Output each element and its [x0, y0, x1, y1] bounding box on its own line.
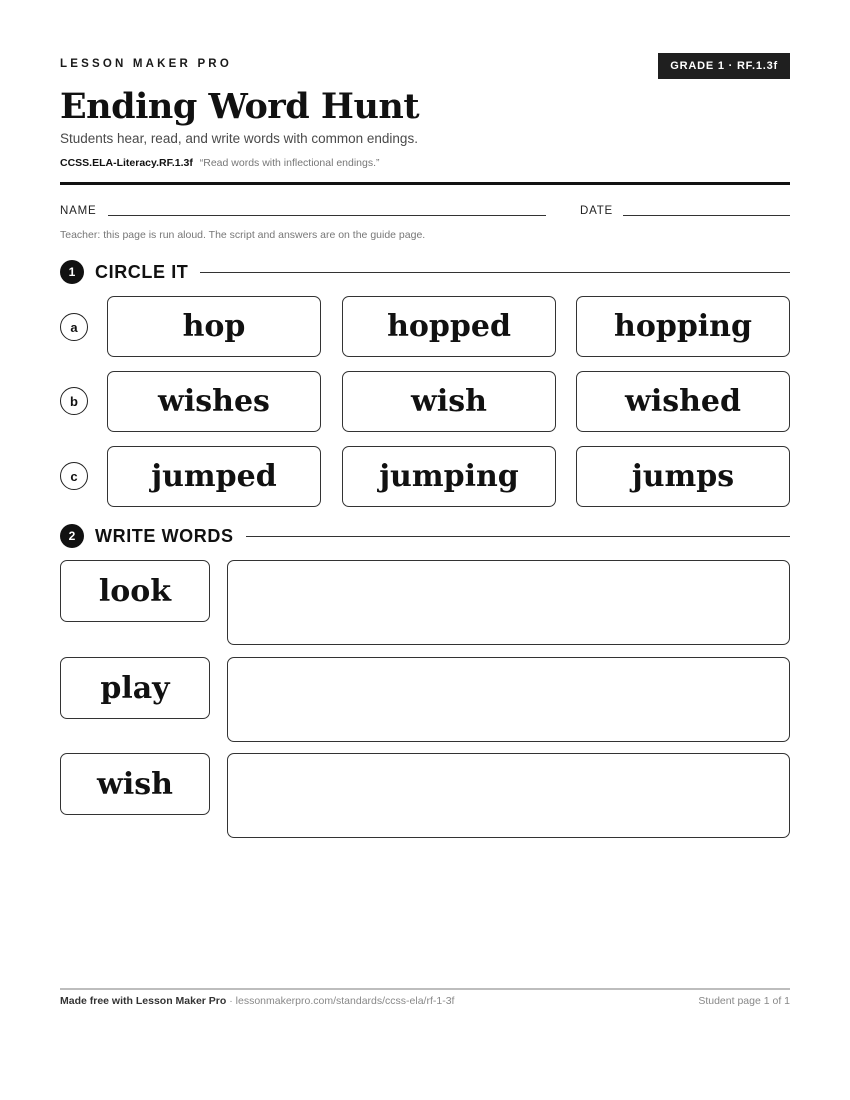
standard-quote: “Read words with inflectional endings.”: [199, 157, 380, 169]
footer-made-with: Made free with Lesson Maker Pro: [60, 995, 227, 1007]
row-letter-b: b: [60, 387, 88, 415]
word-card[interactable]: jumping: [342, 446, 556, 507]
brand-name: LESSON MAKER PRO: [60, 58, 232, 70]
word-card[interactable]: jumped: [107, 446, 321, 507]
word-card[interactable]: wishes: [107, 371, 321, 432]
word-card[interactable]: hopping: [576, 296, 790, 357]
write-answer-box[interactable]: [227, 560, 790, 645]
row-letter-c: c: [60, 462, 88, 490]
word-card[interactable]: hop: [107, 296, 321, 357]
section-circle-it-header: [60, 260, 790, 284]
section-number-badge: 2: [60, 524, 84, 548]
name-field[interactable]: [108, 215, 546, 216]
standard-line: [60, 157, 380, 169]
footer-page-number: Student page 1 of 1: [698, 995, 790, 1007]
page-title: Ending Word Hunt: [60, 86, 420, 127]
date-field[interactable]: [623, 215, 790, 216]
name-label: NAME: [60, 205, 97, 217]
base-word-card: play: [60, 657, 210, 719]
date-label: DATE: [580, 205, 614, 217]
section-write-words-header: [60, 524, 790, 548]
teacher-note: Teacher: this page is run aloud. The script and answers are on the guide page.: [60, 229, 426, 241]
section-divider: [246, 536, 790, 537]
word-card[interactable]: hopped: [342, 296, 556, 357]
page-subtitle: Students hear, read, and write words with common endings.: [60, 131, 418, 146]
section-divider: [200, 272, 790, 273]
base-word-card: look: [60, 560, 210, 622]
write-answer-box[interactable]: [227, 657, 790, 742]
header-divider: [60, 182, 790, 185]
footer-credit: [60, 995, 454, 1007]
footer-divider: [60, 988, 790, 990]
footer-url[interactable]: · lessonmakerpro.com/standards/ccss-ela/rf-1-3f: [229, 995, 455, 1007]
grade-badge: GRADE 1 · RF.1.3f: [658, 53, 790, 79]
write-answer-box[interactable]: [227, 753, 790, 838]
word-card[interactable]: wished: [576, 371, 790, 432]
word-card[interactable]: wish: [342, 371, 556, 432]
word-card[interactable]: jumps: [576, 446, 790, 507]
base-word-card: wish: [60, 753, 210, 815]
section-title: WRITE WORDS: [95, 525, 234, 546]
section-title: CIRCLE IT: [95, 261, 189, 282]
row-letter-a: a: [60, 313, 88, 341]
section-number-badge: 1: [60, 260, 84, 284]
standard-code: CCSS.ELA-Literacy.RF.1.3f: [60, 157, 193, 169]
